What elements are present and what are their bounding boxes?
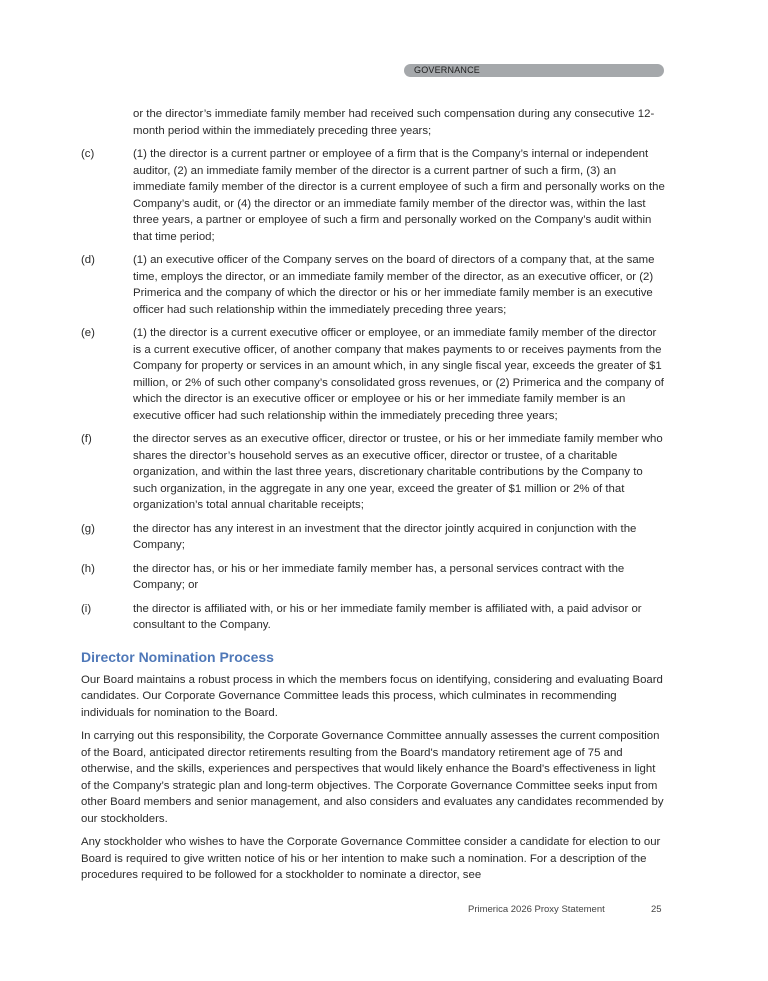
section-header-bar <box>404 64 664 77</box>
list-item <box>81 325 667 424</box>
list-item-text: or the director’s immediate family member had received such compensation during any consecutive 12-month period within the immediately preceding three years; <box>133 108 655 137</box>
section-label: GOVERNANCE <box>414 65 481 75</box>
list-item-text: the director has any interest in an investment that the director jointly acquired in conjunction with the Company; <box>133 522 637 551</box>
list-marker: (e) <box>81 327 95 339</box>
list-item <box>81 431 667 514</box>
list-item-text: the director is affiliated with, or his or her immediate family member is affiliated with, a paid advisor or consultant to the Company. <box>133 602 642 631</box>
paragraph: Any stockholder who wishes to have the Corporate Governance Committee consider a candidate for election to our Board is required to give written notice of his or her intention to make such a nomination. For a description of the procedures required to be followed for a stockholder to nominate a director, see <box>81 836 661 881</box>
list-marker: (i) <box>81 602 92 615</box>
paragraph: Our Board maintains a robust process in which the members focus on identifying, considering and evaluating Board candidates. Our Corporate Governance Committee leads this process, which culminates in recommending individuals for nomination to the Board. <box>81 673 663 719</box>
list-marker: (h) <box>81 562 95 575</box>
paragraph: In carrying out this responsibility, the Corporate Governance Committee annually assesses the current composition of the Board, anticipated director retirements resulting from the Board's mandatory retirement age of 75 and otherwise, and the skills, experiences and perspectives that would likely enhance the Board's effectiveness in light of the Company’s strategic plan and long-term objectives. The Corporate Governance Committee seeks input from other Board members and senior management, and also considers and evaluates any candidates recommended by our stockholders. <box>81 730 664 825</box>
section-heading: Director Nomination Process <box>81 648 274 665</box>
list-item-text: (1) the director is a current executive officer or employee, or an immediate family member of the director is a current executive officer, of another company that makes payments to or receives payments from the Company for property or services in an amount which, in any single fiscal year, exceeds the greater of $1 million, or 2% of such other company’s consolidated gross revenues, or (2) Primerica and the company of which the director is an executive officer or employee or his or her immediate family member is an executive officer had such relationship within the immediately preceding three years; <box>133 327 664 422</box>
list-item <box>81 561 667 594</box>
list-item-text: the director serves as an executive officer, director or trustee, or his or her immediate family member who shares the director’s household serves as an executive officer, director or trustee, of a charitable organization, and within the last three years, discretionary charitable contributions by the Company to such organization, in the aggregate in any one year, exceed the greater of $1 million or 2% of that organization’s total annual charitable receipts; <box>133 433 663 511</box>
list-marker: (f) <box>81 433 92 445</box>
list-item-text: (1) an executive officer of the Company serves on the board of directors of a company that, at the same time, employs the director, or an immediate family member of the director, as an executive officer, or (2) Primerica and the company of which the director or his or her immediate family member is an executive officer had such relationship within the immediately preceding three years; <box>133 254 655 316</box>
list-marker: (d) <box>81 254 95 266</box>
list-marker: (g) <box>81 522 95 535</box>
list-item-continuation <box>107 106 667 139</box>
list-item-text: the director has, or his or her immediate family member has, a personal services contract with the Company; or <box>133 562 625 591</box>
footer-doc-title: Primerica 2026 Proxy Statement <box>468 904 605 915</box>
page-number: 25 <box>651 904 662 915</box>
document-body <box>81 106 667 891</box>
list-item <box>81 146 667 245</box>
list-item-text: (1) the director is a current partner or employee of a firm that is the Company’s internal or independent auditor, (2) an immediate family member of the director is a current partner of such a firm, (3) an immediate family member of the director is a current employee of such a firm and personally works on the Company’s audit, or (4) the director or an immediate family member of the director was, within the last three years, a partner or employee of such a firm and personally worked on the Company’s audit within that time period; <box>133 148 665 243</box>
list-item <box>81 521 667 554</box>
list-item <box>81 252 667 318</box>
list-item <box>81 601 667 634</box>
list-marker: (c) <box>81 148 95 160</box>
